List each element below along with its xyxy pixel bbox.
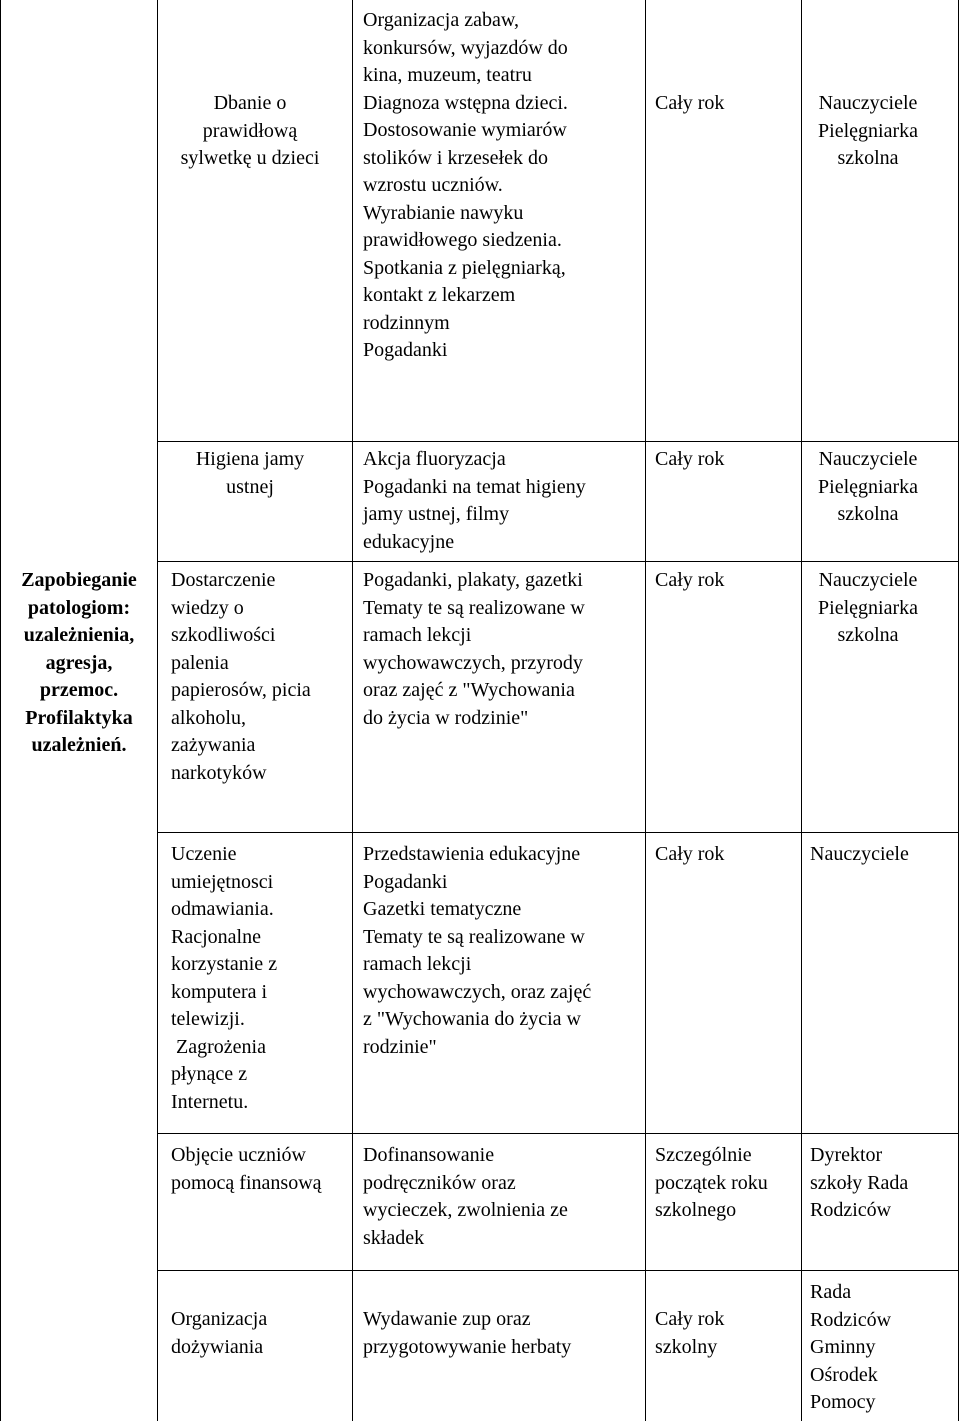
objective-line: Uczenie [171,843,237,865]
objective-line: Zagrożenia [171,1035,266,1058]
objective-line: palenia [171,651,229,674]
responsible-cell [810,841,958,869]
objective-line: zażywania [171,734,256,756]
activities-cell [363,1142,643,1252]
area-line: uzależnienia, [23,624,135,646]
activity-line: oraz zajęć z "Wychowania [363,679,575,701]
responsible-line: Pielęgniarka [818,475,918,498]
term-line: Cały rok [655,1308,725,1330]
term-line: Cały rok [655,569,725,591]
objective-cell [171,1142,351,1197]
responsible-cell [810,1142,958,1225]
activity-line: Pogadanki, plakaty, gazetki [363,569,583,591]
activity-line: Pogadanki na temat higieny [363,475,586,498]
objective-line: sylwetkę u dzieci [180,147,320,169]
activity-line: ramach lekcji [363,953,472,975]
activity-line: do życia w rodzinie" [363,706,529,729]
objective-line: szkodliwości [171,624,276,646]
activity-line: ramach lekcji [363,624,472,646]
term-cell [655,446,800,474]
activity-line: jamy ustnej, filmy [363,503,510,525]
objective-cell [171,1306,351,1361]
objective-line: Dbanie o [213,92,287,114]
responsible-cell [802,567,934,650]
activity-line: edukacyjne [363,530,455,553]
activity-line: Pogadanki [363,339,448,361]
activities-cell [363,841,643,1061]
activity-line: konkursów, wyjazdów do [363,36,568,59]
term-cell [655,1142,800,1225]
activity-line: Pogadanki [363,870,448,893]
responsible-cell [810,1279,958,1417]
activity-line: Akcja fluoryzacja [363,448,506,470]
objective-line: odmawiania. [171,898,274,920]
responsible-line: Ośrodek [810,1363,878,1386]
term-cell [655,90,800,118]
responsible-line: Pomocy [810,1391,876,1413]
responsible-line: Nauczyciele [818,92,918,114]
responsible-line: Nauczyciele [818,569,918,591]
responsible-line: szkoły Rada [810,1171,909,1194]
activity-line: Wyrabianie nawyku [363,201,524,224]
activity-line: rodzinnym [363,311,450,334]
activities-cell [363,1306,643,1361]
objective-cell [160,446,340,501]
objective-line: Objęcie uczniów [171,1144,306,1166]
responsible-line: szkolna [837,624,899,646]
border-left [0,0,1,1421]
term-line: szkolnego [655,1199,737,1221]
column-divider [352,0,353,1421]
objective-line: telewizji. [171,1008,245,1030]
activity-line: Spotkania z pielęgniarką, [363,256,566,279]
activity-line: wzrostu uczniów. [363,174,503,196]
responsible-line: Nauczyciele [818,448,918,470]
term-line: początek roku [655,1171,768,1194]
activity-line: z "Wychowania do życia w [363,1008,581,1030]
term-line: Cały rok [655,448,725,470]
responsible-line: Rodziców [810,1199,892,1221]
term-cell [655,567,800,595]
activity-line: kontakt z lekarzem [363,284,516,306]
responsible-line: Nauczyciele [810,843,909,865]
objective-cell [171,567,351,787]
objective-line: ustnej [226,475,274,498]
responsible-cell [802,90,934,173]
objective-line: papierosów, picia [171,679,311,701]
area-line: Profilaktyka [25,706,133,729]
area-line: agresja, [45,651,113,674]
objective-line: wiedzy o [171,596,244,619]
row-divider [157,1133,959,1134]
term-line: szkolny [655,1335,718,1358]
responsible-cell [802,446,934,529]
activity-line: podręczników oraz [363,1171,516,1194]
activity-line: prawidłowego siedzenia. [363,229,562,251]
responsible-line: szkolna [837,147,899,169]
objective-line: Racjonalne [171,925,261,948]
responsible-line: Rodziców [810,1308,892,1331]
activity-line: Dostosowanie wymiarów [363,119,567,141]
activity-line: Tematy te są realizowane w [363,596,585,619]
objective-line: pomocą finansową [171,1171,322,1194]
activity-line: Gazetki tematyczne [363,898,522,920]
objective-line: Dostarczenie [171,569,276,591]
term-cell [655,841,800,869]
objective-line: Higiena jamy [195,448,305,470]
activity-line: Organizacja zabaw, [363,9,520,31]
row-divider [157,832,959,833]
term-line: Szczególnie [655,1144,752,1166]
activity-line: składek [363,1226,425,1249]
border-right [958,0,959,1421]
activity-line: Przedstawienia edukacyjne [363,843,581,865]
objective-cell [160,90,340,173]
area-line: przemoc. [39,679,119,701]
area-cell [4,567,154,760]
responsible-line: szkolna [837,503,899,525]
objective-line: prawidłową [202,119,298,142]
term-line: Cały rok [655,92,725,114]
activities-cell [363,7,643,365]
objective-line: narkotyków [171,761,267,784]
activity-line: kina, muzeum, teatru [363,64,532,86]
objective-line: płynące z [171,1063,248,1085]
activity-line: wychowawczych, przyrody [363,651,583,674]
responsible-line: Pielęgniarka [818,119,918,142]
activity-line: Tematy te są realizowane w [363,925,585,948]
activity-line: Wydawanie zup oraz [363,1308,531,1330]
term-line: Cały rok [655,843,725,865]
column-divider [801,0,802,1421]
responsible-line: Dyrektor [810,1144,883,1166]
activities-cell [363,446,643,556]
responsible-line: Gminny [810,1336,876,1358]
row-divider [157,441,959,442]
activity-line: przygotowywanie herbaty [363,1335,572,1358]
objective-line: korzystanie z [171,953,278,975]
column-divider [157,0,158,1421]
activity-line: Dofinansowanie [363,1144,495,1166]
objective-line: alkoholu, [171,706,246,729]
term-cell [655,1306,800,1361]
objective-line: komputera i [171,980,268,1003]
activity-line: stolików i krzesełek do [363,146,548,169]
objective-cell [171,841,351,1116]
area-line: uzależnień. [31,734,127,756]
activity-line: wychowawczych, oraz zajęć [363,980,592,1003]
activity-line: rodzinie" [363,1035,437,1058]
responsible-line: Rada [810,1281,852,1303]
objective-line: Internetu. [171,1090,249,1113]
objective-line: umiejętnosci [171,870,274,893]
responsible-line: Pielęgniarka [818,596,918,619]
row-divider [157,1270,959,1271]
activity-line: wycieczek, zwolnienia ze [363,1199,568,1221]
activities-cell [363,567,643,732]
objective-line: Organizacja [171,1308,268,1330]
area-line: Zapobieganie [21,569,137,591]
column-divider [645,0,646,1421]
objective-line: dożywiania [171,1335,264,1358]
activity-line: Diagnoza wstępna dzieci. [363,91,568,114]
area-line: patologiom: [27,596,131,619]
row-divider [157,561,959,562]
